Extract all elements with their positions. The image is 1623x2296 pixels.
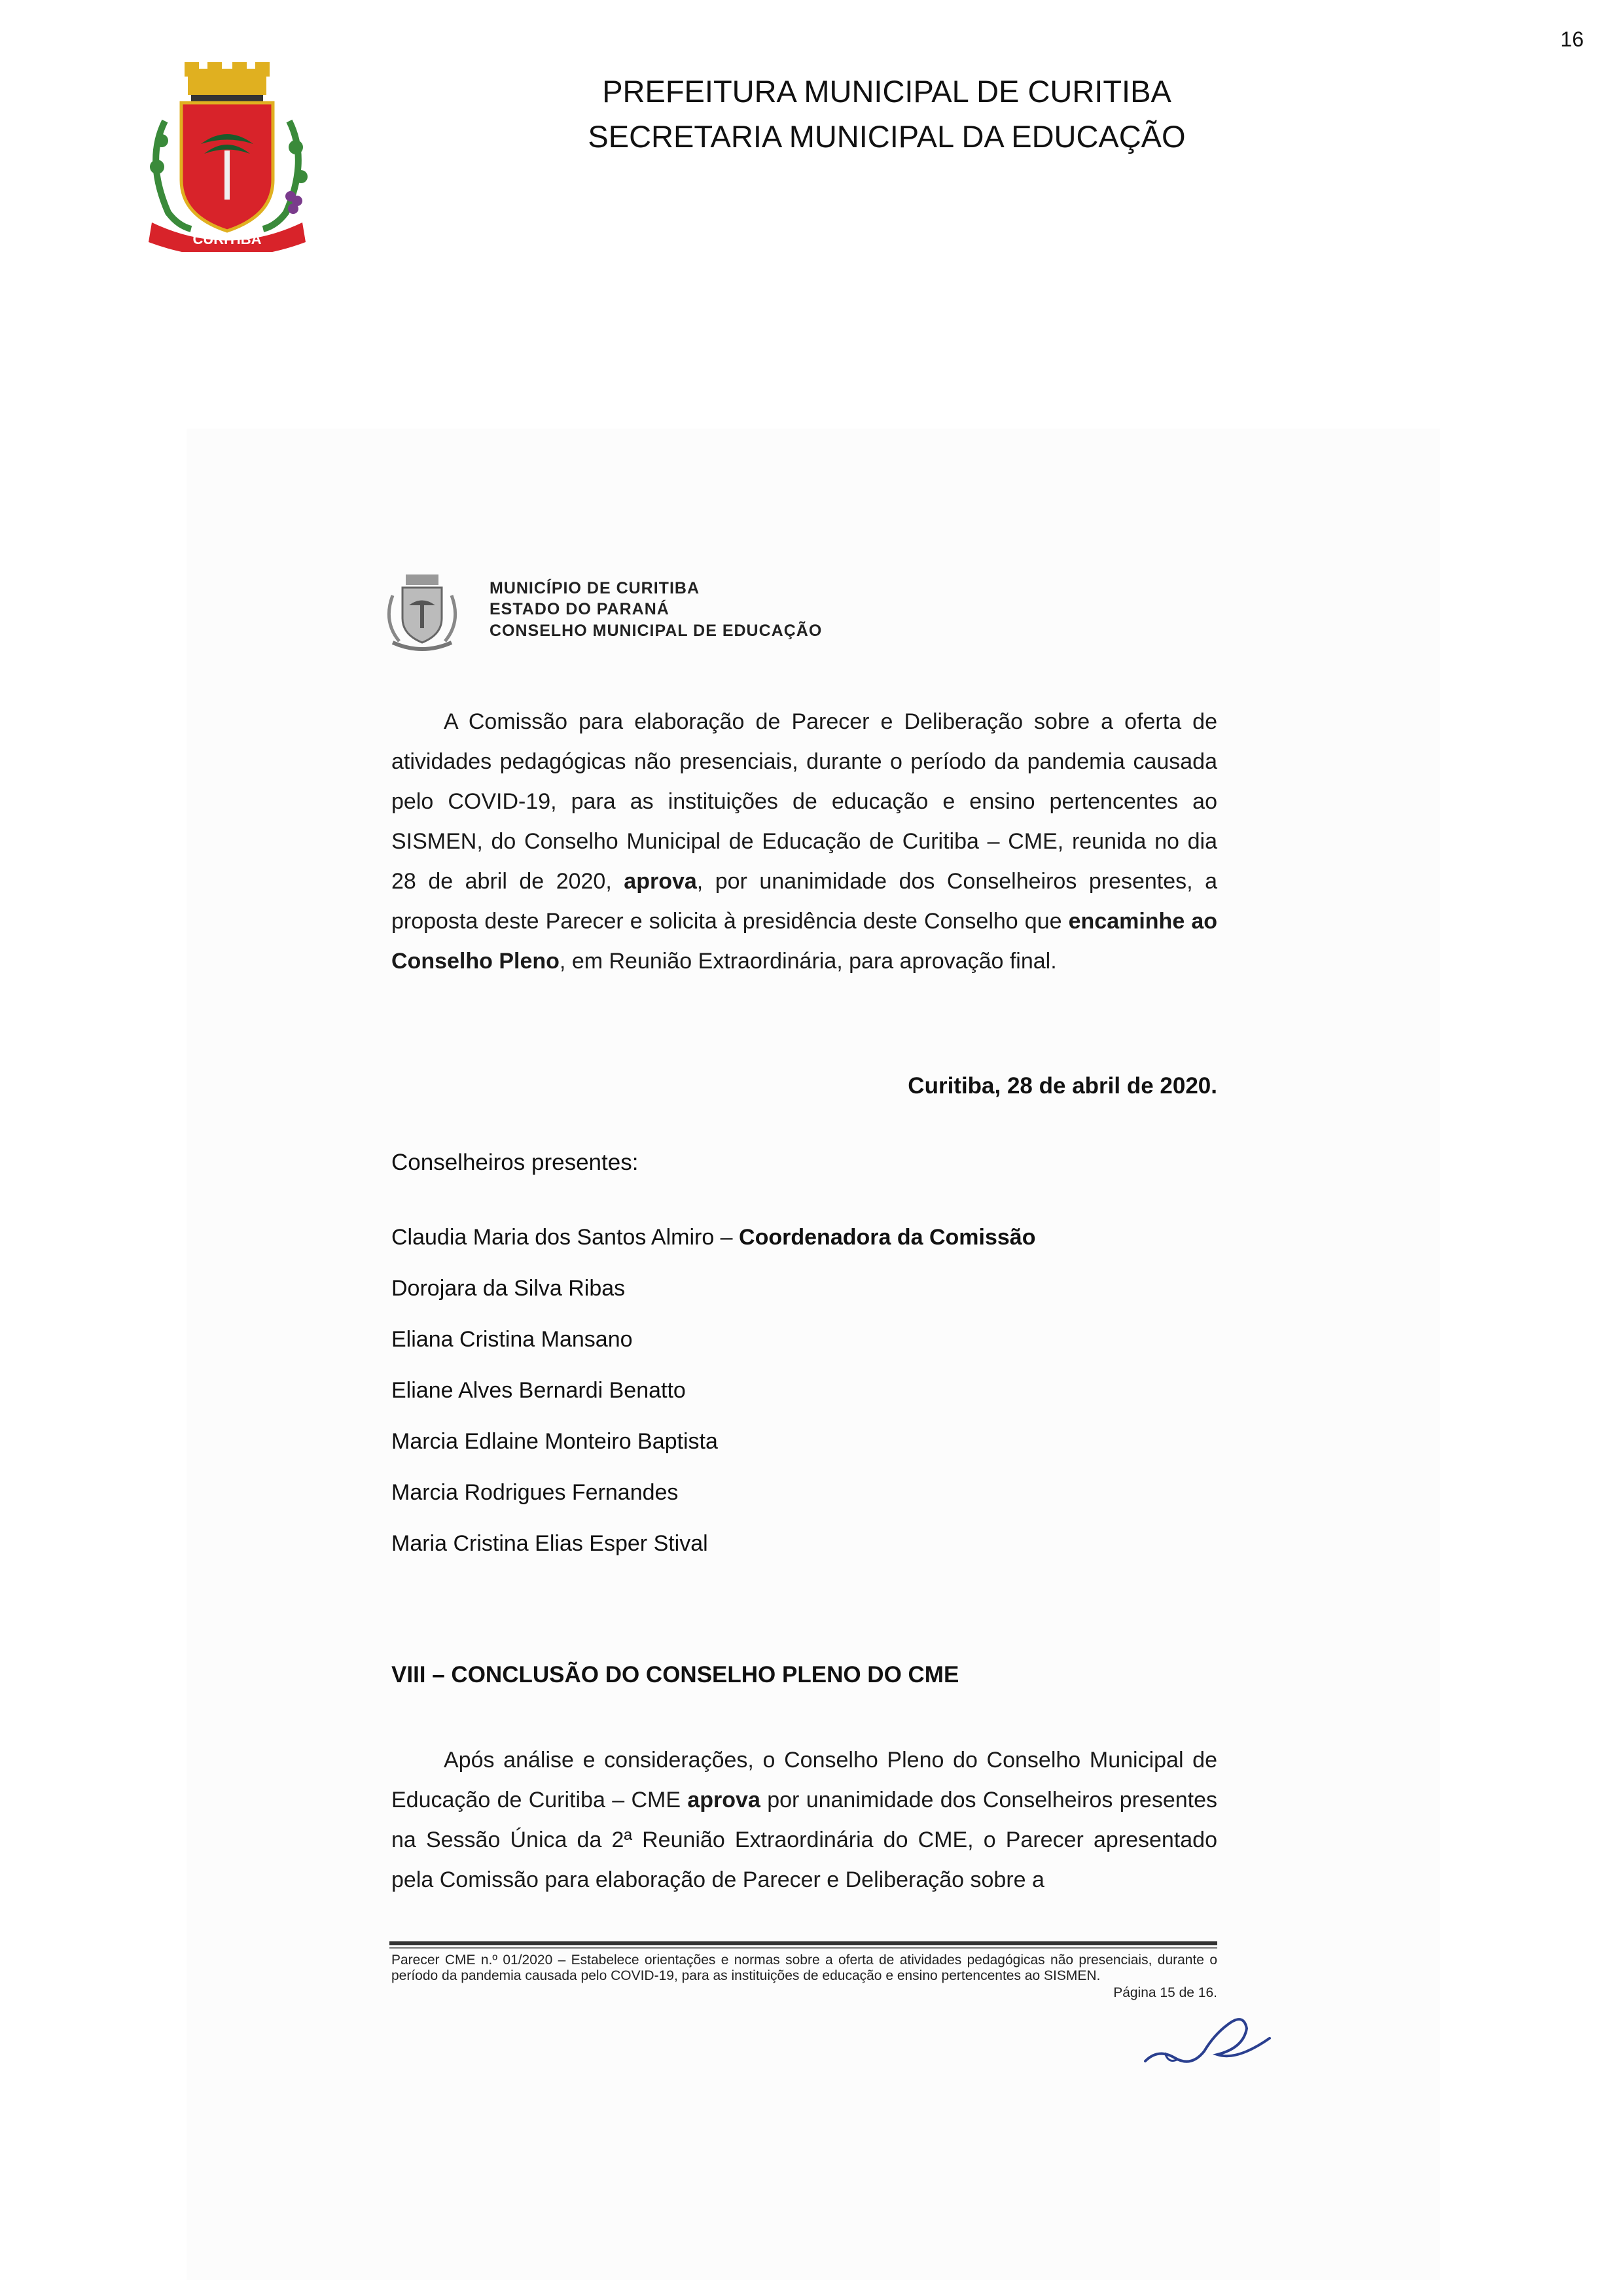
signature-icon	[1139, 1999, 1283, 2077]
council-line-2: ESTADO DO PARANÁ	[490, 600, 669, 618]
council-crest-icon	[383, 569, 461, 654]
footer-page: Página 15 de 16.	[1113, 1985, 1217, 2000]
approves-bold: aprova	[624, 869, 697, 894]
footer-rule	[389, 1941, 1217, 1945]
member-item: Dorojara da Silva Ribas	[391, 1276, 626, 1301]
date-line: Curitiba, 28 de abril de 2020.	[908, 1073, 1217, 1099]
page-number: 16	[1560, 27, 1584, 51]
approves-bold: aprova	[687, 1788, 760, 1812]
header-line-2: SECRETARIA MUNICIPAL DA EDUCAÇÃO	[588, 119, 1186, 154]
footer-note: Parecer CME n.º 01/2020 – Estabelece orientações e normas sobre a oferta de atividades pedagógicas não presenciais, durante o período da pandemia causada pelo COVID-19, para as instituições de educação e ensino pertencentes ao SISMEN.	[391, 1952, 1217, 1983]
member-item: Marcia Edlaine Monteiro Baptista	[391, 1429, 718, 1454]
header-line-1: PREFEITURA MUNICIPAL DE CURITIBA	[602, 74, 1171, 109]
member-item: Eliane Alves Bernardi Benatto	[391, 1378, 686, 1403]
council-line-3: CONSELHO MUNICIPAL DE EDUCAÇÃO	[490, 622, 823, 640]
council-line-1: MUNICÍPIO DE CURITIBA	[490, 579, 700, 597]
forward-bold: encaminhe ao Conselho Pleno	[391, 909, 1217, 974]
member-role: Coordenadora da Comissão	[739, 1225, 1036, 1250]
coat-banner-text: CURITIBA	[192, 231, 262, 247]
member-item: Maria Cristina Elias Esper Stival	[391, 1531, 708, 1556]
member-item: Eliana Cristina Mansano	[391, 1327, 633, 1352]
footer-rule-thin	[389, 1947, 1217, 1949]
conclusion-paragraph: Após análise e considerações, o Conselho Pleno do Conselho Municipal de Educação de Curitiba – CME aprova por unanimidade dos Conselheiros presentes na Sessão Única da 2ª Reunião Extraordinária do CME, o Parecer apresentado pela Comissão para elaboração de Parecer e Deliberação sobre a	[391, 1748, 1217, 1892]
member-item: Claudia Maria dos Santos Almiro – Coordenadora da Comissão	[391, 1225, 1036, 1250]
present-label: Conselheiros presentes:	[391, 1150, 639, 1175]
member-item: Marcia Rodrigues Fernandes	[391, 1480, 679, 1505]
commission-paragraph: A Comissão para elaboração de Parecer e Deliberação sobre a oferta de atividades pedagógicas não presenciais, durante o período da pandemia causada pelo COVID-19, para as instituições de educação e ensino pertencentes ao SISMEN, do Conselho Municipal de Educação de Curitiba – CME, reunida no dia 28 de abril de 2020, aprova, por unanimidade dos Conselheiros presentes, a proposta deste Parecer e solicita à presidência deste Conselho que encaminhe ao Conselho Pleno, em Reunião Extraordinária, para aprovação final.	[391, 709, 1217, 974]
section-title: VIII – CONCLUSÃO DO CONSELHO PLENO DO CME	[391, 1662, 959, 1687]
